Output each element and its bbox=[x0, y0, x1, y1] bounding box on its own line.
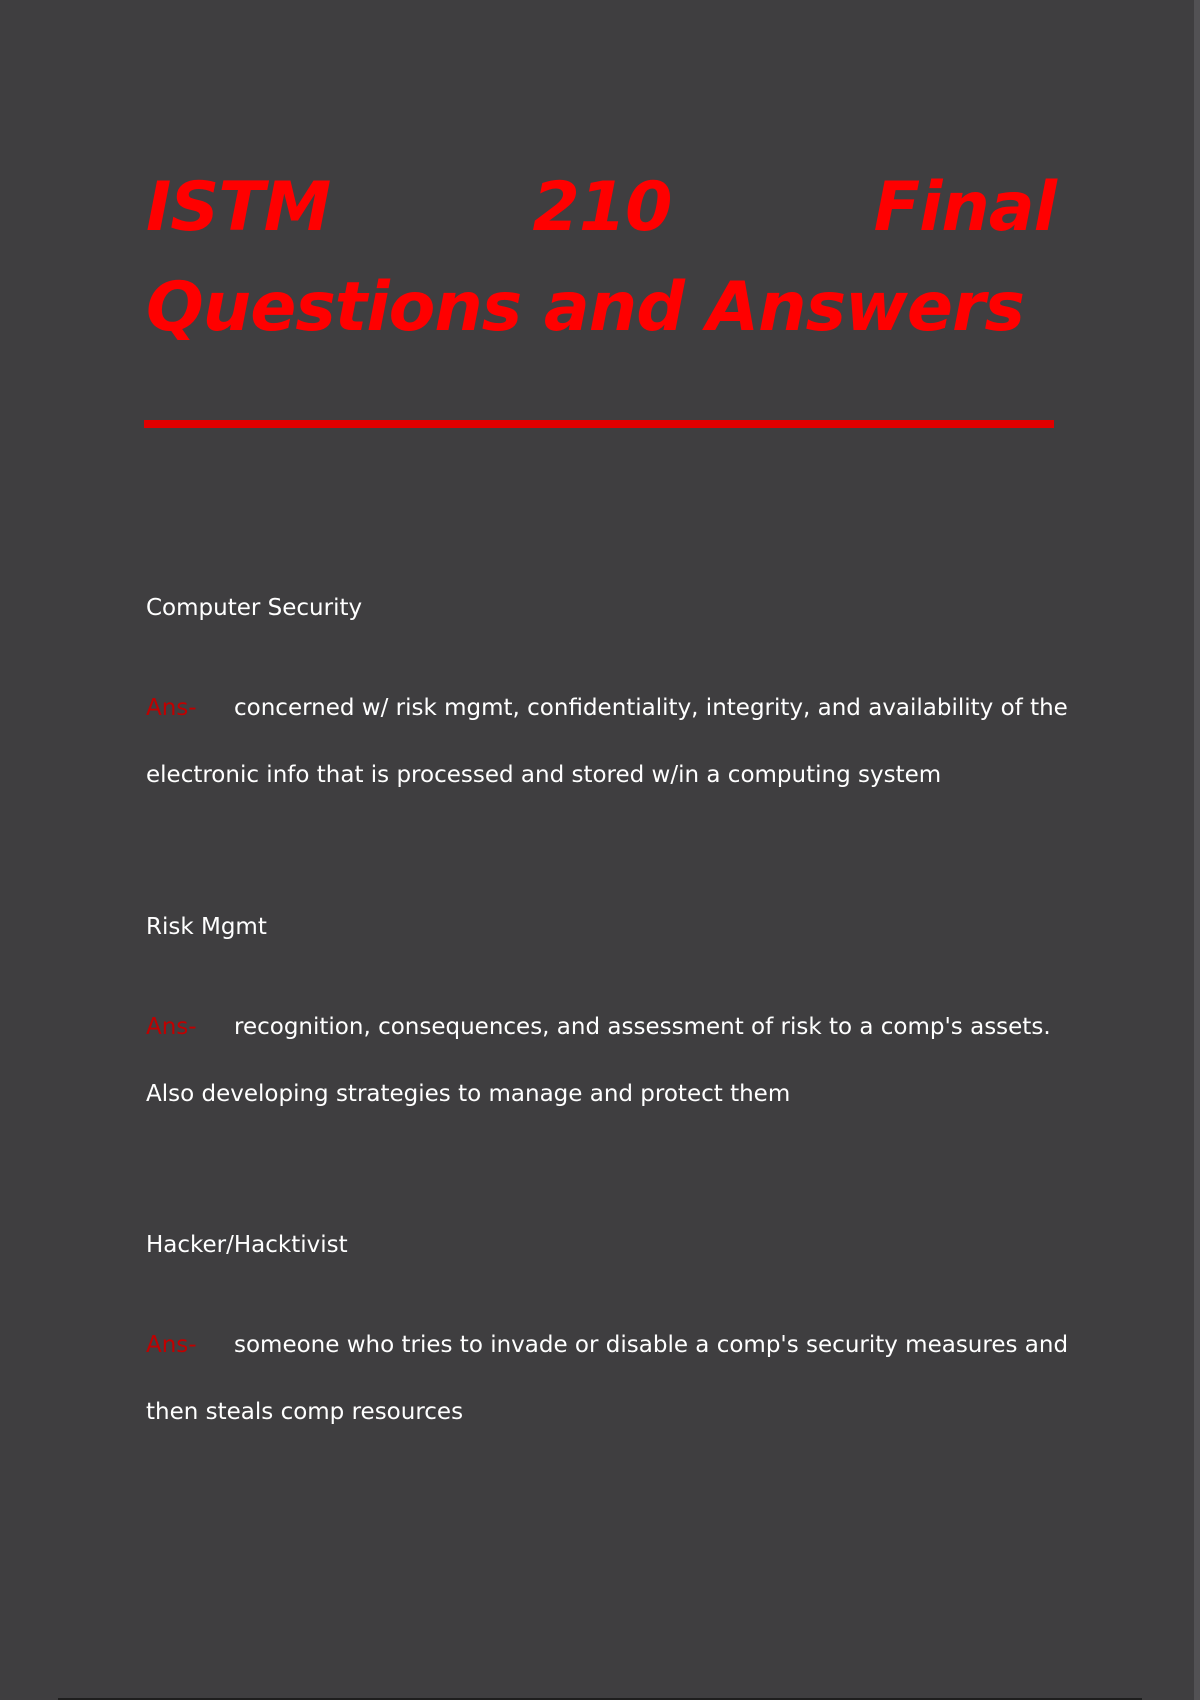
answer-text: concerned w/ risk mgmt, confidentiality, integrity, and availability of the electronic info that is processed and stored w/in a computing system bbox=[146, 695, 1068, 788]
qa-item-computer-security bbox=[146, 593, 1076, 809]
answer-label: Ans- bbox=[146, 695, 197, 721]
title-word-210: 210 bbox=[532, 168, 672, 247]
page-edge-shadow bbox=[1194, 0, 1200, 1700]
title-word-istm: ISTM bbox=[146, 168, 331, 247]
answer-label: Ans- bbox=[146, 1014, 197, 1040]
document-title bbox=[146, 158, 1056, 358]
title-line-1 bbox=[146, 158, 1056, 258]
answer-block bbox=[146, 1312, 1076, 1446]
title-line-2: Questions and Answers bbox=[146, 268, 1025, 347]
question-text: Hacker/Hacktivist bbox=[146, 1232, 348, 1258]
answer-block bbox=[146, 994, 1076, 1128]
answer-text: someone who tries to invade or disable a comp's security measures and then steals comp resources bbox=[146, 1332, 1069, 1425]
title-word-final: Final bbox=[873, 168, 1056, 247]
answer-block bbox=[146, 675, 1076, 809]
qa-item-hacker-hacktivist bbox=[146, 1230, 1076, 1446]
answer-text: recognition, consequences, and assessment of risk to a comp's assets. Also developing strategies to manage and protect them bbox=[146, 1014, 1051, 1107]
qa-item-risk-mgmt bbox=[146, 912, 1076, 1128]
title-underline-rule bbox=[144, 420, 1054, 428]
answer-label: Ans- bbox=[146, 1332, 197, 1358]
question-text: Computer Security bbox=[146, 595, 363, 621]
question-text: Risk Mgmt bbox=[146, 914, 267, 940]
